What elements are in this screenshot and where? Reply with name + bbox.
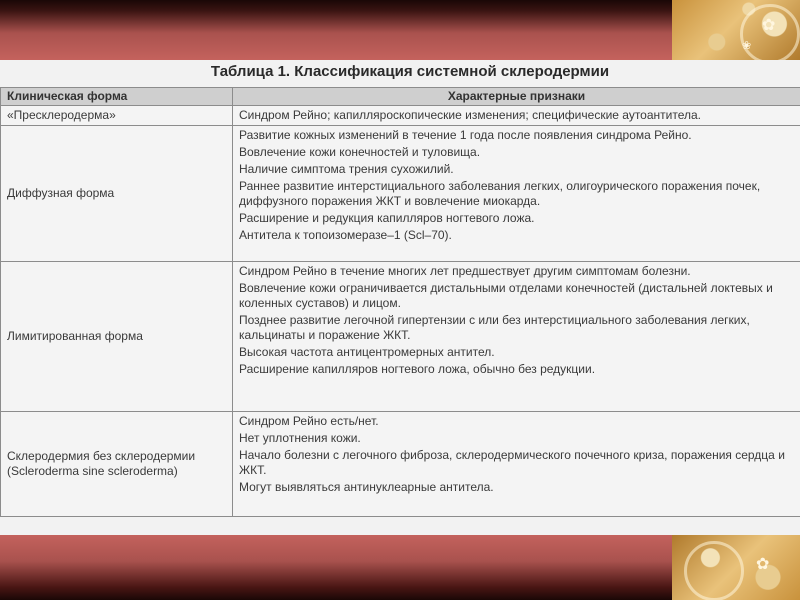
form-cell: Диффузная форма bbox=[1, 126, 233, 262]
flower-icon: ✿ bbox=[762, 17, 776, 34]
feature-item: Антитела к топоизомеразе–1 (Scl–70). bbox=[239, 228, 452, 242]
flower-icon: ❀ bbox=[742, 40, 752, 52]
swirl-ornament-icon bbox=[684, 541, 744, 600]
feature-item: Высокая частота антицентромерных антител. bbox=[239, 345, 495, 359]
feature-item: Нет уплотнения кожи. bbox=[239, 431, 361, 445]
table-header-row bbox=[1, 88, 800, 106]
ornament-bottom-right bbox=[672, 535, 800, 600]
feature-item: Раннее развитие интерстициального заболевания легких, олигоурического поражения почек, диффузного поражения ЖКТ и вовлечение миокарда. bbox=[239, 179, 761, 208]
form-cell bbox=[1, 412, 233, 517]
flower-icon: ✿ bbox=[756, 556, 770, 573]
feature-item: Вовлечение кожи конечностей и туловища. bbox=[239, 145, 481, 159]
form-line: (Scleroderma sine scleroderma) bbox=[7, 464, 178, 478]
table-title: Таблица 1. Классификация системной склеродермии bbox=[210, 63, 610, 80]
form-line: Склеродермия без склеродермии bbox=[7, 449, 196, 463]
ornament-top-right bbox=[672, 0, 800, 60]
header-clinical-form: Клиническая форма bbox=[1, 88, 233, 106]
feature-item: Позднее развитие легочной гипертензии с или без интерстициального заболевания легких, кальцинаты и поражение ЖКТ. bbox=[239, 313, 750, 342]
features-cell bbox=[233, 412, 800, 517]
feature-item: Расширение капилляров ногтевого ложа, обычно без редукции. bbox=[239, 362, 596, 376]
feature-item: Начало болезни с легочного фиброза, склеродермического почечного криза, поражения сердца и ЖКТ. bbox=[239, 448, 785, 477]
header-features: Характерные признаки bbox=[233, 88, 800, 106]
feature-item: Синдром Рейно есть/нет. bbox=[239, 414, 379, 428]
feature-item: Развитие кожных изменений в течение 1 года после появления синдрома Рейно. bbox=[239, 128, 692, 142]
features-cell bbox=[233, 262, 800, 412]
feature-item: Расширение и редукция капилляров ногтевого ложа. bbox=[239, 211, 535, 225]
feature-item: Наличие симптома трения сухожилий. bbox=[239, 162, 454, 176]
table-row bbox=[1, 262, 800, 412]
feature-item: Синдром Рейно в течение многих лет предшествует другим симптомам болезни. bbox=[239, 264, 691, 278]
table-row bbox=[1, 412, 800, 517]
slide-content bbox=[0, 60, 800, 535]
table-row bbox=[1, 106, 800, 126]
feature-item: Могут выявляться антинуклеарные антитела. bbox=[239, 480, 494, 494]
classification-table bbox=[0, 87, 800, 517]
feature-item: Вовлечение кожи ограничивается дистальными отделами конечностей (дистальней локтевых и коленных суставов) и лицом. bbox=[239, 281, 773, 310]
form-cell: Лимитированная форма bbox=[1, 262, 233, 412]
features-cell bbox=[233, 126, 800, 262]
features-cell bbox=[233, 106, 800, 126]
form-cell: «Пресклеродерма» bbox=[1, 106, 233, 126]
feature-item: Синдром Рейно; капилляроскопические изменения; специфические аутоантитела. bbox=[239, 108, 701, 122]
table-row bbox=[1, 126, 800, 262]
